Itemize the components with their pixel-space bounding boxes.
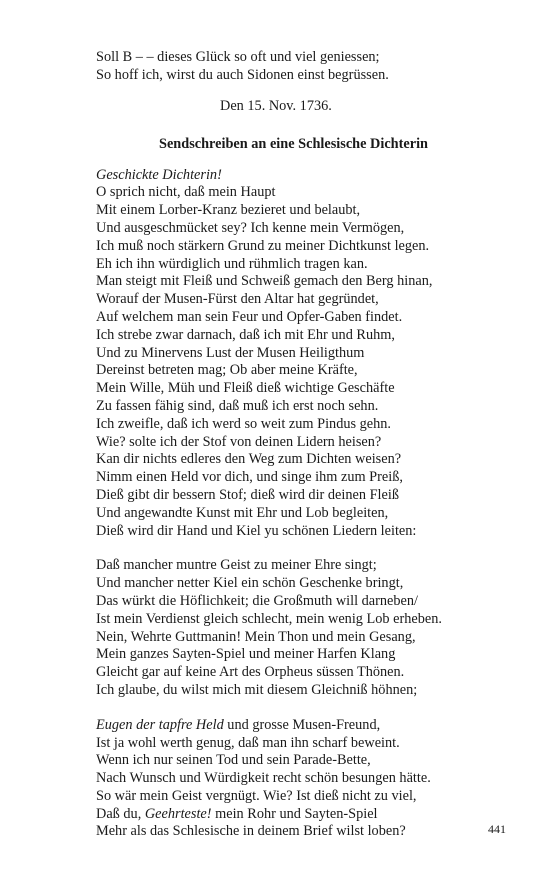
page-number: 441: [488, 822, 506, 836]
text-line: Eh ich ihn würdiglich und rühmlich tragen kan.: [96, 255, 368, 272]
text-line: Ich muß noch stärkern Grund zu meiner Dichtkunst legen.: [96, 237, 430, 254]
text-line: Und mancher netter Kiel ein schön Geschenke bringt,: [96, 575, 404, 592]
text-line: Mit einem Lorber-Kranz bezieret und belaubt,: [96, 202, 361, 219]
text-line: Nein, Wehrte Guttmanin! Mein Thon und mein Gesang,: [96, 628, 416, 645]
text-line: Ist ja wohl werth genug, daß man ihn scharf beweint.: [96, 734, 400, 751]
stanza-1: [96, 184, 516, 540]
text-line: Dieß gibt dir bessern Stof; dieß wird dir deinen Fleiß: [96, 486, 399, 503]
text-line: Nimm einen Held vor dich, und singe ihm zum Preiß,: [96, 469, 403, 486]
text-line: Ist mein Verdienst gleich schlecht, mein wenig Lob erheben.: [96, 610, 442, 627]
text-line: Dieß wird dir Hand und Kiel yu schönen Liedern leiten:: [96, 522, 417, 539]
intro-block: [96, 49, 516, 85]
text-line: Mehr als das Schlesische in deinem Brief wilst loben?: [96, 823, 406, 840]
stanza-gap: [96, 540, 516, 557]
text-line: Dereinst betreten mag; Ob aber meine Kräfte,: [96, 362, 358, 379]
text-line: Mein Wille, Müh und Fleiß dieß wichtige Geschäfte: [96, 380, 395, 397]
stanza-2: [96, 557, 516, 699]
text-line: Ich strebe zwar darnach, daß ich mit Ehr und Ruhm,: [96, 326, 395, 343]
text-line: Man steigt mit Fleiß und Schweiß gemach den Berg hinan,: [96, 273, 433, 290]
salutation: Geschickte Dichterin!: [96, 166, 222, 183]
text-line: So hoff ich, wirst du auch Sidonen einst begrüssen.: [96, 66, 389, 83]
poem-heading: Sendschreiben an eine Schlesische Dichterin: [159, 135, 429, 152]
text-line: Und angewandte Kunst mit Ehr und Lob begleiten,: [96, 504, 389, 521]
text-run: und grosse Musen-Freund,: [223, 716, 381, 733]
text-line: [96, 806, 516, 824]
text-line: Nach Wunsch und Würdigkeit recht schön besungen hätte.: [96, 770, 431, 787]
text-line: Worauf der Musen-Fürst den Altar hat gegründet,: [96, 291, 379, 308]
text-line: Mein ganzes Sayten-Spiel und meiner Harfen Klang: [96, 646, 396, 663]
date-line: Den 15. Nov. 1736.: [220, 97, 332, 114]
text-line: Wenn ich nur seinen Tod und sein Parade-Bette,: [96, 752, 371, 769]
poem-page: [96, 49, 516, 841]
text-line: Wie? solte ich der Stof von deinen Lidern heisen?: [96, 433, 382, 450]
text-line: [96, 717, 516, 735]
text-line: O sprich nicht, daß mein Haupt: [96, 184, 276, 201]
text-line: Gleicht gar auf keine Art des Orpheus süssen Thönen.: [96, 664, 405, 681]
text-line: Und ausgeschmücket sey? Ich kenne mein Vermögen,: [96, 219, 405, 236]
text-line: So wär mein Geist vergnügt. Wie? Ist dieß nicht zu viel,: [96, 787, 417, 804]
text-line: Kan dir nichts edleres den Weg zum Dichten weisen?: [96, 451, 402, 468]
text-line: Das würkt die Höflichkeit; die Großmuth will darneben/: [96, 592, 419, 609]
stanza-3: [96, 717, 516, 842]
text-line: Auf welchem man sein Feur und Opfer-Gaben findet.: [96, 308, 403, 325]
text-run: mein Rohr und Sayten-Spiel: [211, 805, 378, 822]
italic-phrase: Geehrteste!: [144, 805, 212, 822]
text-line: Ich zweifle, daß ich werd so weit zum Pindus gehn.: [96, 415, 391, 432]
text-run: Daß du,: [96, 805, 145, 822]
text-line: Und zu Minervens Lust der Musen Heiligthum: [96, 344, 365, 361]
text-line: Daß mancher muntre Geist zu meiner Ehre singt;: [96, 557, 377, 574]
stanza-gap: [96, 700, 516, 717]
text-line: Zu fassen fähig sind, daß muß ich erst noch sehn.: [96, 397, 379, 414]
text-line: Soll B – – dieses Glück so oft und viel geniessen;: [96, 49, 380, 65]
italic-phrase: Eugen der tapfre Held: [96, 716, 224, 733]
text-line: Ich glaube, du wilst mich mit diesem Gleichniß höhnen;: [96, 681, 418, 698]
